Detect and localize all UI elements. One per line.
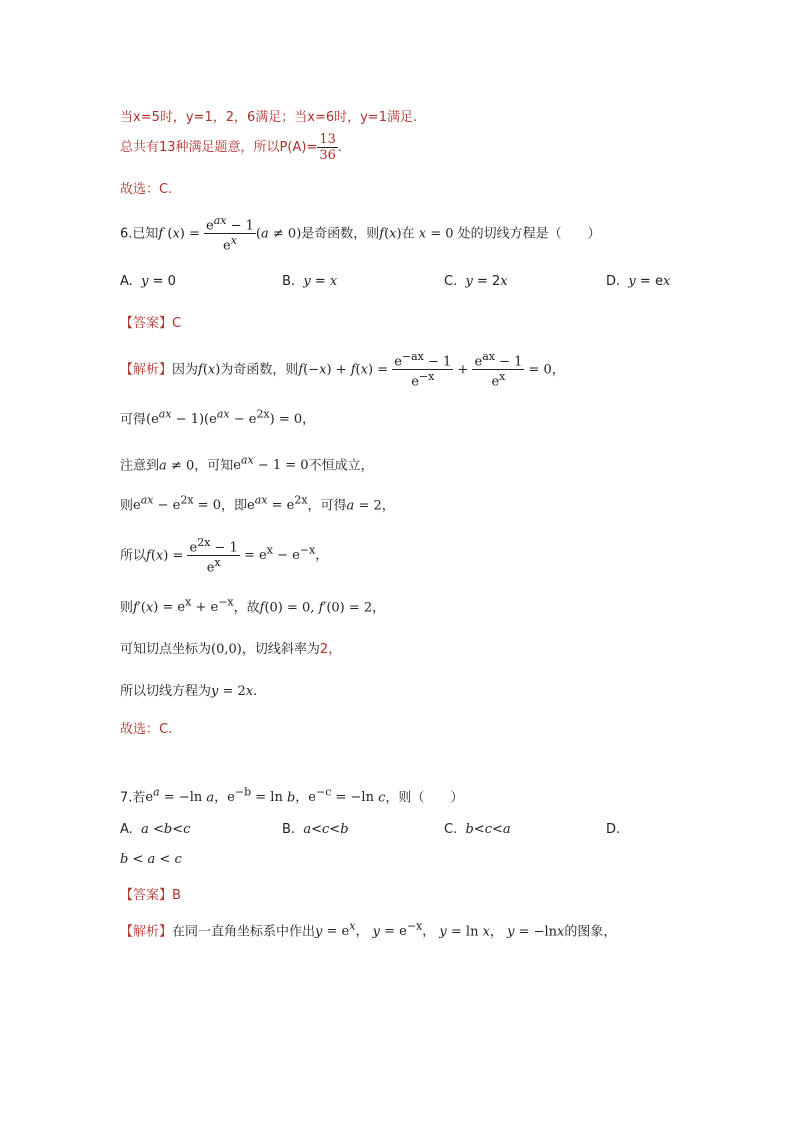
analysis-line-1: 【解析】因为f(x)为奇函数，则f(−x) + f(x) = $\frac{e^{-ax} - 1}{e^{-x}}$ + $\frac{e^{ax} - 1}{e^x}$ = 0， — [120, 350, 565, 390]
q7-option-d: D. — [606, 822, 621, 837]
question-7: 7.若$e^a = -\ln$ a，$e^{-b} = \ln b$，$e^{-c} = -\ln$ c，则（ ） — [120, 786, 464, 806]
analysis-line-8: 所以切线方程为y = 2x. — [120, 684, 258, 699]
analysis-7-line-1: 【解析】在同一直角坐标系中作出$y = e^x$， $y = e^{-x}$， y = ln x， y = −lnx的图象， — [120, 920, 617, 940]
q6-option-b: B. y = x — [282, 274, 338, 289]
probability-fraction: $\frac{13}{36}$ — [319, 132, 336, 163]
analysis-line-2: 可得$(e^{ax} - 1)(e^{ax} - e^{2x}) = 0$， — [120, 408, 316, 428]
answer-6: 【答案】C — [120, 316, 182, 331]
solution-line-1: 当x=5时，y=1，2，6满足；当x=6时，y=1满足. — [120, 110, 418, 125]
q7-option-c: C. b<c<a — [444, 822, 511, 837]
analysis-line-5: 所以f(x) = $\frac{e^{2x} - 1}{e^x}$ = $e^x - e^{-x}$， — [120, 536, 329, 576]
solution-line-2: 总共有13种满足题意，所以P(A)= $\frac{13}{36}$ . — [120, 132, 342, 163]
analysis-line-7: 可知切点坐标为(0,0)，切线斜率为2， — [120, 642, 342, 657]
q7-option-a: A. a <b<c — [120, 822, 191, 837]
q6-option-c: C. y = 2x — [444, 274, 508, 289]
analysis-line-6: 则$f'(x) = e^x + e^{-x}$，故f(0) = 0, f′(0) = 2， — [120, 596, 386, 616]
analysis-line-4: 则$e^{ax} - e^{2x} = 0$，即$e^{ax} = e^{2x}$，可得a = 2， — [120, 494, 395, 514]
answer-choice-line: 故选：C. — [120, 182, 173, 197]
analysis-line-3: 注意到a ≠ 0，可知$e^{ax} - 1 = 0$不恒成立， — [120, 454, 374, 474]
answer-choice-6: 故选：C. — [120, 722, 173, 737]
answer-7: 【答案】B — [120, 888, 181, 903]
q6-option-a: A. y = 0 — [120, 274, 176, 289]
q7-option-d-value: b < a < c — [120, 852, 182, 867]
q6-option-d: D. y = ex — [606, 274, 671, 289]
question-6: 6.已知f (x) = $\frac{e^{ax} - 1}{e^x}$ (a ≠ 0)是奇函数，则f(x)在 x = 0 处的切线方程是（ ） — [120, 214, 601, 254]
q7-option-b: B. a<c<b — [282, 822, 349, 837]
